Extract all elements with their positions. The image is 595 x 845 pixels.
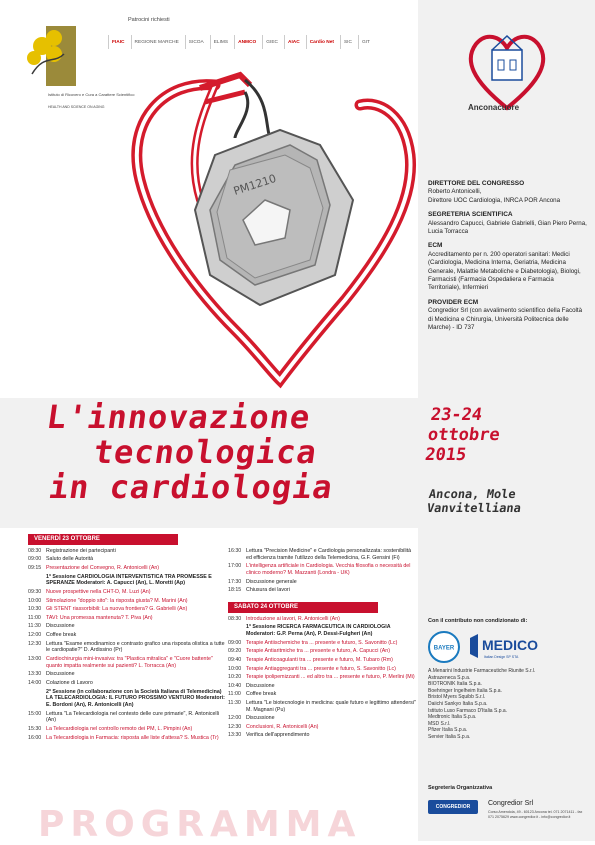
sponsor-item: MSD S.r.l. xyxy=(428,720,451,727)
patron-logo: REGIONE MARCHE xyxy=(131,35,182,49)
program-item: Coffee break xyxy=(46,631,77,638)
program-item: Chiusura dei lavori xyxy=(246,587,290,594)
program-item: Terapie Antiaritmiche tra ... presente e futuro, A. Capucci (An) xyxy=(246,648,390,655)
program-item: La Telecardiologia nel controllo remoto dei PM, L. Pimpini (An) xyxy=(46,726,193,733)
program-row xyxy=(28,726,228,733)
program-time: 16:30 xyxy=(228,548,242,554)
program-item: TAVI: Una promessa mantenuta? T. Piva (An) xyxy=(46,614,153,621)
program-item: Lettura "Esame emodinamico e contrasto grafico una risposta olistica a tutte le cardiopatie?" D. Ardissino (Pr) xyxy=(46,640,225,654)
svg-text:Italian Design SP STA: Italian Design SP STA xyxy=(484,655,519,659)
program-row xyxy=(28,565,228,572)
program-time: 09:20 xyxy=(228,648,242,655)
heart-pacemaker-illustration xyxy=(95,60,425,395)
program-row xyxy=(228,579,416,586)
event-venue xyxy=(426,487,524,515)
director-name: Roberto Antonicelli, xyxy=(428,188,482,196)
svg-text:PM1210: PM1210 xyxy=(231,171,278,198)
program-item: Saluto delle Autorità xyxy=(46,556,94,563)
program-item: Discussione generale xyxy=(246,578,297,585)
sponsor-item: Bristol Myers Squibb S.r.l. xyxy=(428,694,486,701)
date-year: 2015 xyxy=(423,445,468,465)
program-row xyxy=(228,666,416,673)
program-time: 17:00 xyxy=(228,563,242,570)
program-row xyxy=(28,589,228,596)
program-time: 09:15 xyxy=(28,564,42,571)
organizing-secretariat xyxy=(428,785,588,794)
session-header xyxy=(228,624,416,638)
svg-text:Istituto di Ricovero e Cura a: Istituto di Ricovero e Cura a Carattere Scientifico xyxy=(48,92,135,97)
program-time: 11:00 xyxy=(28,614,41,621)
program-row xyxy=(28,556,228,563)
patron-logos xyxy=(108,35,373,49)
program-row xyxy=(228,683,416,690)
patron-logo: SIC xyxy=(340,35,355,49)
program-item: Cardiochirurgia mini-invasiva: tra "Plastica mitralica" e "Cuore battente" quanto impatta realmente sui pazienti? L. Torracca (An) xyxy=(46,655,213,669)
program-row xyxy=(228,732,416,739)
program-time: 12:00 xyxy=(228,715,242,722)
program-row xyxy=(28,615,228,622)
program-item: Discussione xyxy=(46,623,75,630)
ecm-title: ECM xyxy=(428,242,443,250)
scientific-secretariat-text: Alessandro Capucci, Gabriele Gabrielli, Gian Piero Perna, Lucia Torracca xyxy=(428,219,587,236)
program-row xyxy=(228,724,416,731)
program-row xyxy=(28,680,228,687)
ancona-cuore-label: Anconacuore xyxy=(468,103,520,112)
program-row xyxy=(28,711,228,725)
sponsor-logos xyxy=(428,630,588,664)
program-time: 09:40 xyxy=(228,656,242,663)
program-time: 17:30 xyxy=(228,578,242,585)
program-time: 10:20 xyxy=(228,674,242,681)
program-time: 10:00 xyxy=(228,665,242,672)
session-header xyxy=(28,574,228,588)
sponsor-item: Pfizer Italia S.p.a. xyxy=(428,727,468,734)
program-day-1 xyxy=(28,534,228,743)
program-row xyxy=(228,657,416,664)
program-time: 15:00 xyxy=(28,710,42,717)
patron-logo: AIAC xyxy=(284,35,303,49)
program-item: 1ª Sessione RICERCA FARMACEUTICA IN CARDIOLOGIA Moderatori: G.P. Perna (An), P. Dessì-Fulgheri (An) xyxy=(246,624,391,638)
program-row xyxy=(28,735,228,742)
program-time: 14:00 xyxy=(28,679,42,686)
program-time: 13:30 xyxy=(28,671,42,678)
program-time: 09:30 xyxy=(28,588,42,595)
patron-logo: Cardio Net xyxy=(306,35,337,49)
program-item: Presentazione del Convegno, R. Antonicelli (An) xyxy=(46,564,160,571)
program-row xyxy=(228,640,416,647)
program-row xyxy=(28,548,228,555)
title-line-2: tecnologica xyxy=(91,433,320,471)
patron-title: Patrocini richiesti xyxy=(128,17,170,23)
event-title xyxy=(35,400,345,505)
program-row xyxy=(228,587,416,594)
org-name: Congredior Srl xyxy=(488,800,534,807)
program-time: 11:00 xyxy=(228,691,241,698)
program-item: Terapie Antiischemiche tra ... presente e futuro, S. Savonitto (Lc) xyxy=(246,639,398,646)
program-column-2 xyxy=(228,548,416,741)
program-time: 08:30 xyxy=(228,615,242,622)
day-2-header: SABATO 24 OTTOBRE xyxy=(228,602,378,613)
program-time: 13:30 xyxy=(228,732,242,739)
program-item: Terapie ipolipemizzanti ... ed altro tra ... presente e futuro, P. Merlini (Mi) xyxy=(246,674,415,681)
program-item: Nuove prospettive nella CHT-D, M. Luzi (An) xyxy=(46,588,151,595)
program-item: Lettura "Le biotecnologie in medicina: quale futuro e legittimo attendersi" M. Magnani (Pu) xyxy=(246,699,416,713)
congredior-logo: CONGREDIOR xyxy=(428,800,478,814)
sponsor-item: BIOTRONIK Italia S.p.a. xyxy=(428,681,482,688)
program-item: Conclusioni, R. Antonicelli (An) xyxy=(246,723,319,730)
patron-logo: FIAIC xyxy=(108,35,128,49)
title-line-3: in cardiologia xyxy=(46,468,336,506)
program-item: Discussione xyxy=(246,715,275,722)
program-time: 12:00 xyxy=(28,631,42,638)
patron-logo: ELIMS xyxy=(210,35,231,49)
program-item: Verifica dell'apprendimento xyxy=(246,732,310,739)
program-item: La Telecardiologia in Farmacia: risposta alle liste d'attesa? S. Mustica (Tr) xyxy=(46,734,219,741)
sponsor-item: Astrazeneca S.p.a. xyxy=(428,674,471,681)
date-month: ottobre xyxy=(426,425,502,445)
program-row xyxy=(228,691,416,698)
program-row xyxy=(228,563,416,577)
venue-line-1: Ancona, Mole xyxy=(428,487,517,501)
program-item: Registrazione dei partecipanti xyxy=(46,547,116,554)
congress-info xyxy=(428,180,588,333)
program-item: Introduzione ai lavori, R. Antonicelli (An) xyxy=(246,615,340,622)
program-time: 10:30 xyxy=(28,606,42,613)
program-item: Lettura "Precision Medicine" e Cardiologia personalizzata: sostenibilità ed efficienza tramite l'utilizzo della Telemedicina, G.F. Gensini (Fi) xyxy=(246,548,412,561)
program-item: L'intelligenza artificiale in Cardiologia. Vecchia filosofia o necessità del clinico moderno? M. Mazzanti (Londra - UK) xyxy=(246,563,411,577)
program-item: Lettura "La Telecardiologia nel contesto delle cure primarie", R. Antonicelli (An) xyxy=(46,710,219,724)
program-time: 15:30 xyxy=(28,726,42,733)
patron-logo: GIT xyxy=(358,35,373,49)
program-time: 10:40 xyxy=(228,682,242,689)
program-time: 18:15 xyxy=(228,587,242,594)
session-header xyxy=(28,689,228,709)
ecm-text: Accreditamento per n. 200 operatori sanitari: Medici (Cardiologia, Medicina Interna, Geriatria, Medicina Generale, Malattie Metaboliche e Diabetologia), Biologi, Farmacisti (Farmacia Ospedaliera e Farmacia Territoriale), Infermieri xyxy=(428,250,581,292)
provider-text: Congredior Srl (con avvalimento scientifico della Facoltà di Medicina e Chirurgia, Università Politecnica delle Marche) - ID 737 xyxy=(428,307,583,332)
program-time xyxy=(228,624,246,638)
program-row xyxy=(228,674,416,681)
program-row xyxy=(28,598,228,605)
sponsor-item: Servier Italia S.p.a. xyxy=(428,733,471,740)
venue-line-2: Vanvitelliana xyxy=(426,501,522,515)
program-row xyxy=(228,548,416,562)
program-item: Discussione xyxy=(46,671,75,678)
svg-text:HEALTH AND SCIENCE ON AGING: HEALTH AND SCIENCE ON AGING xyxy=(48,105,105,109)
patron-logo: GIEC xyxy=(262,35,281,49)
event-date xyxy=(424,405,504,465)
patron-logo: SICOA xyxy=(185,35,207,49)
program-row xyxy=(228,648,416,655)
sponsor-item: A.Menarini Industrie Farmaceutiche Riunite S.r.l. xyxy=(428,668,536,674)
program-time: 12:30 xyxy=(228,723,242,730)
provider-title: PROVIDER ECM xyxy=(428,298,479,306)
program-row xyxy=(228,715,416,722)
scientific-secretariat-title: SEGRETERIA SCIENTIFICA xyxy=(428,211,513,219)
program-row xyxy=(28,671,228,678)
program-item: Colazione di Lavoro xyxy=(46,679,93,686)
sponsors-title: Con il contributo non condizionato di: xyxy=(428,618,528,624)
program-time: 10:00 xyxy=(28,597,42,604)
program-row xyxy=(28,623,228,630)
program-row xyxy=(228,616,416,623)
sponsor-item: Boehringer Ingelheim Italia S.p.a. xyxy=(428,687,502,694)
program-item: Terapie Antiaggreganti tra ... presente e futuro, S. Savonitto (Lc) xyxy=(246,665,396,672)
program-time xyxy=(28,574,46,588)
program-row xyxy=(28,606,228,613)
patron-logo: ANMCO xyxy=(234,35,259,49)
director-title: DIRETTORE DEL CONGRESSO xyxy=(428,180,525,187)
sponsors-list xyxy=(428,668,588,741)
program-time: 11:30 xyxy=(28,623,41,630)
sponsor-item: Daiichi Sankyo Italia S.p.a. xyxy=(428,700,488,707)
director-role: Direttore UOC Cardiologia, INRCA POR Ancona xyxy=(428,196,561,204)
program-item: Stimolazione "doppio sito": la risposta giusta? M. Marini (An) xyxy=(46,597,188,604)
program-item: Gli STENT riassorbibili: La nuova frontiera? G. Gabrielli (An) xyxy=(46,606,188,613)
program-item: Terapie Anticoagulanti tra ... presente e futuro, M. Tubaro (Rm) xyxy=(246,656,393,663)
program-item: Coffee break xyxy=(246,691,277,698)
program-time: 11:30 xyxy=(228,699,241,706)
program-item: 2ª Sessione (in collaborazione con la Società Italiana di Telemedicina) LA TELECARDIOLOGIA: IL FUTURO PROSSIMO VENTURO Moderatori: E. Bordoni (An), R. Antonicelli (An) xyxy=(46,688,225,709)
date-days: 23-24 xyxy=(429,405,484,425)
program-time: 09:00 xyxy=(28,556,42,563)
programma-watermark: PROGRAMMA xyxy=(38,804,362,845)
program-time: 08:30 xyxy=(28,547,42,554)
svg-text:BAYER: BAYER xyxy=(433,645,455,652)
program-row xyxy=(28,656,228,670)
program-time: 09:00 xyxy=(228,639,242,646)
program-row xyxy=(28,632,228,639)
title-line-1: L'innovazione xyxy=(44,398,314,436)
program-time: 13:00 xyxy=(28,655,42,662)
program-time: 12:30 xyxy=(28,640,42,647)
svg-text:MEDICO: MEDICO xyxy=(482,637,538,653)
program-item: 1ª Sessione CARDIOLOGIA INTERVENTISTICA TRA PROMESSE E SPERANZE Moderatori: A. Capucci (An), L. Moretti (Ap) xyxy=(46,573,212,587)
program-row xyxy=(28,641,228,655)
org-address: Corso Amendola, 49 - 60123 Ancona tel. 071 2071411 - fax 071 2075629 www.congredior.it - info@congredior.it xyxy=(488,810,583,819)
org-title: Segreteria Organizzativa xyxy=(428,785,493,791)
program-time: 16:00 xyxy=(28,734,42,741)
sponsor-item: Medtronic Italia S.p.a. xyxy=(428,714,477,721)
program-item: Discussione xyxy=(246,682,275,689)
program-time xyxy=(28,689,46,709)
day-1-header: VENERDÌ 23 OTTOBRE xyxy=(28,534,178,545)
program-row xyxy=(228,700,416,714)
sponsor-item: Istituto Luso Farmaco D'Italia S.p.a. xyxy=(428,707,508,714)
